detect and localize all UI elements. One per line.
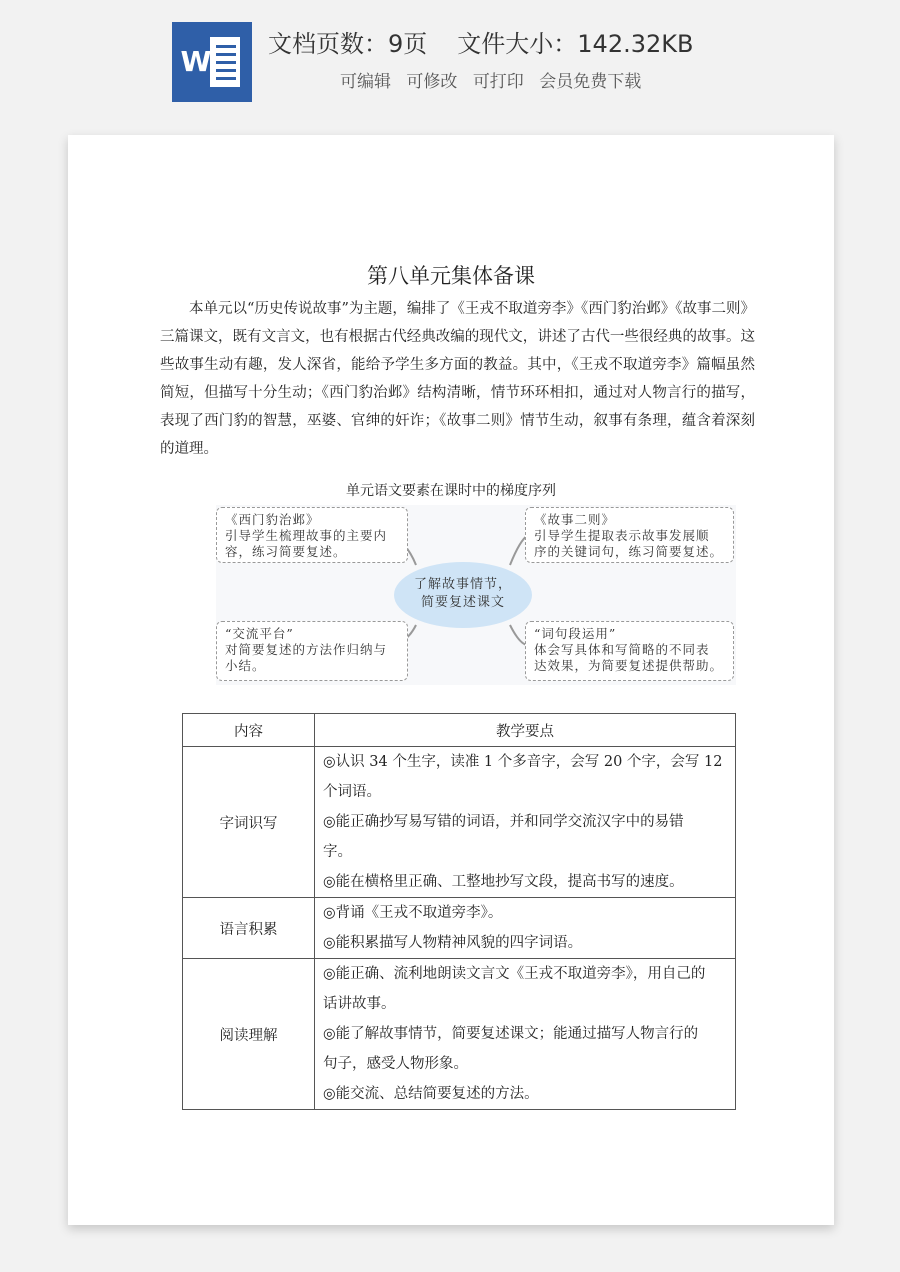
center-line: 简要复述课文 bbox=[420, 595, 505, 610]
intro-paragraph: 本单元以“历史传说故事”为主题，编排了《王戎不取道旁李》《西门豹治邺》《故事二则》三篇课文，既有文言文，也有根据古代经典改编的现代文，讲述了古代一些很经典的故事。这些故事生动有趣，发人深省，能给予学生多方面的教益。其中，《王戎不取道旁李》篇幅虽然简短，但描写十分生动；《西门豹治邺》结构清晰，情节环环相扣，通过对人物言行的描写，表现了西门豹的智慧，巫婆、官绅的奸诈；《故事二则》情节生动，叙事有条理，蕴含着深刻的道理。 bbox=[160, 301, 755, 457]
row-points bbox=[315, 898, 736, 959]
box-two-stories bbox=[525, 507, 734, 563]
feature-list bbox=[340, 67, 740, 91]
point-line: 句子，感受人物形象。 bbox=[323, 1056, 468, 1072]
point-line: ◎能积累描写人物精神风貌的四字词语。 bbox=[323, 935, 583, 951]
point-line: ◎背诵《王戎不取道旁李》。 bbox=[323, 905, 503, 921]
row-points bbox=[315, 747, 736, 898]
point-line: ◎能正确、流利地朗读文言文《王戎不取道旁李》，用自己的 bbox=[323, 966, 706, 982]
box-line: 引导学生提取表示故事发展顺 bbox=[534, 528, 710, 543]
box-line: 对简要复述的方法作归纳与 bbox=[225, 642, 388, 657]
download-header bbox=[0, 0, 900, 120]
box-title: “词句段运用” bbox=[534, 626, 617, 641]
word-icon-page bbox=[210, 37, 240, 87]
box-line: 序的关键词句，练习简要复述。 bbox=[534, 544, 724, 559]
row-category: 阅读理解 bbox=[183, 959, 315, 1110]
point-line: ◎能在横格里正确、工整地抄写文段，提高书写的速度。 bbox=[323, 874, 684, 890]
header-content: 内容 bbox=[183, 714, 315, 747]
point-line: 话讲故事。 bbox=[323, 996, 396, 1012]
table-row bbox=[183, 959, 736, 1110]
point-line: 字。 bbox=[323, 844, 352, 860]
word-icon-letter: W bbox=[180, 45, 212, 78]
row-category: 字词识写 bbox=[183, 747, 315, 898]
figure-caption: 单元语文要素在课时中的梯度序列 bbox=[346, 483, 556, 499]
point-line: ◎认识 34 个生字，读准 1 个多音字，会写 20 个字，会写 12 bbox=[323, 754, 723, 770]
box-word-usage bbox=[525, 621, 734, 681]
point-line: 个词语。 bbox=[323, 784, 381, 800]
table-row bbox=[183, 747, 736, 898]
point-line: ◎能正确抄写易写错的词语，并和同学交流汉字中的易错 bbox=[323, 814, 684, 830]
feature-modifiable: 可修改 bbox=[406, 72, 458, 92]
header-key-points: 教学要点 bbox=[315, 714, 736, 747]
box-exchange-platform bbox=[216, 621, 408, 681]
document-title: 第八单元集体备课 bbox=[367, 264, 535, 288]
point-line: ◎能了解故事情节，简要复述课文；能通过描写人物言行的 bbox=[323, 1026, 699, 1042]
box-title: 《故事二则》 bbox=[534, 512, 616, 527]
file-size: 文件大小：142.32KB bbox=[457, 30, 694, 58]
point-line: ◎能交流、总结简要复述的方法。 bbox=[323, 1086, 539, 1102]
box-title: “交流平台” bbox=[225, 626, 294, 641]
box-line: 引导学生梳理故事的主要内 bbox=[225, 528, 388, 543]
page-count: 文档页数：9页 bbox=[268, 30, 428, 58]
feature-member-download: 会员免费下载 bbox=[539, 72, 642, 92]
box-ximen-bao bbox=[216, 507, 408, 563]
box-line: 容，练习简要复述。 bbox=[225, 544, 347, 559]
center-line: 了解故事情节， bbox=[413, 577, 512, 592]
document-page bbox=[68, 135, 834, 1225]
box-line: 小结。 bbox=[225, 658, 266, 673]
file-info bbox=[268, 24, 768, 56]
table-row bbox=[183, 898, 736, 959]
teaching-plan-table bbox=[182, 713, 736, 1110]
row-points bbox=[315, 959, 736, 1110]
word-document-icon bbox=[172, 22, 252, 102]
box-line: 达效果，为简要复述提供帮助。 bbox=[534, 658, 724, 673]
center-topic bbox=[394, 562, 532, 628]
feature-editable: 可编辑 bbox=[340, 72, 391, 92]
feature-printable: 可打印 bbox=[472, 72, 524, 92]
table-header-row bbox=[183, 714, 736, 747]
box-title: 《西门豹治邺》 bbox=[225, 512, 320, 527]
row-category: 语言积累 bbox=[183, 898, 315, 959]
mind-map-diagram bbox=[216, 505, 736, 685]
box-line: 体会写具体和写简略的不同表 bbox=[534, 642, 710, 657]
